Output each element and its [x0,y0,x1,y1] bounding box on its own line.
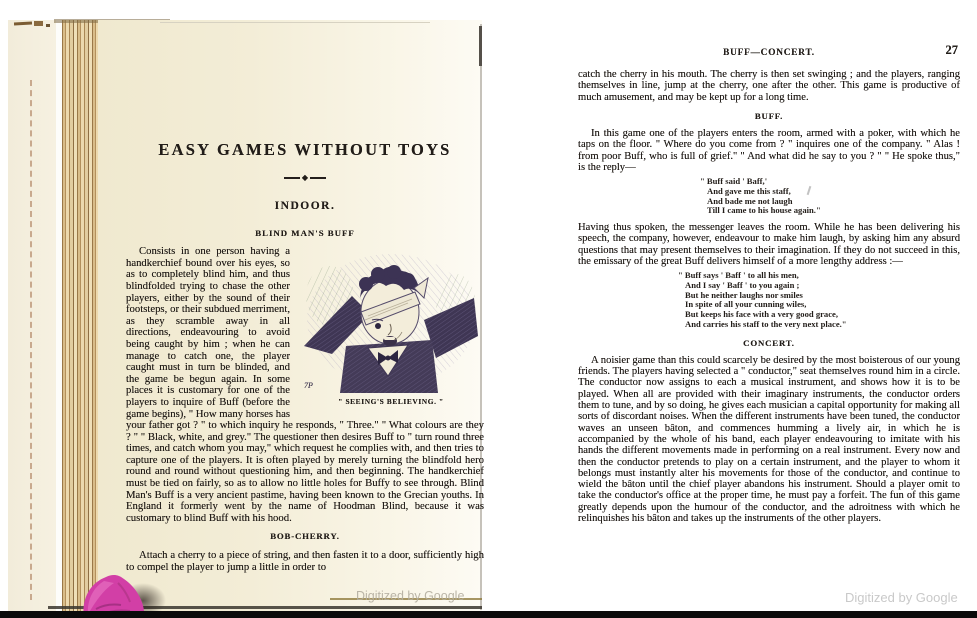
paragraph-text: Attach a cherry to a piece of string, and then fasten it to a door, sufficiently high to compel the player to jump a little in order to [126,549,484,573]
page-gutter-shadow [479,26,482,66]
page-edge-stripes [62,20,98,611]
title-ornament [126,174,484,182]
scan-artifact [34,21,43,26]
verse-line: " Buff said ' Baff,' [700,176,768,187]
illustration-caption: " SEEING'S BELIEVING. " [338,397,444,407]
book-title: EASY GAMES WITHOUT TOYS [158,140,452,159]
heading-bob-cherry: BOB-CHERRY. [270,531,340,542]
verse-buff-address [678,271,960,329]
paragraph-bob-cherry [126,550,484,573]
verse-line: And carries his staff to the very next place." [685,318,847,329]
verse-line: And bade me not laugh [707,195,793,206]
engraver-monogram: 7P [304,381,313,391]
paragraph-bob-cherry-continued: catch the cherry in his mouth. The cherry is then set swinging ; and the players, ranging themselves in line, jump at the cherry, one after the other. This game is productive of much amusement, and may be kept up for a long time. [578,69,960,103]
verse-line: " Buff says ' Baff ' to all his men, [678,270,799,281]
google-watermark-right: Digitized by Google [845,590,958,605]
left-page-content [126,140,484,573]
scan-artifact [46,24,50,27]
paragraph-buff-2: Having thus spoken, the messenger leaves the room. While he has been delivering his speech, the company, however, endeavour to make him laugh, by asking him any absurd questions that may present themselves to their imagination. If they do not succeed in this, the emissary of the great Buff delivers himself of a more lengthy address :— [578,222,960,268]
verse-buff-reply [700,177,960,216]
verse-line: And gave me this staff, [707,186,791,197]
cover-crease-line [30,80,32,600]
section-heading-indoor: INDOOR. [274,200,336,212]
ornament-rule [310,177,326,179]
verse-line: And I say ' Baff ' to you again ; [685,280,800,291]
heading-buff: BUFF. [754,110,784,121]
verse-line: Till I came to his house again." [707,205,821,216]
paragraph-text: In this game one of the players enters the room, armed with a poker, with which he taps on the floor. " Where do you come from ? " inquires one of the company. " Alas ! from poor Buff, who is full of grief." " And what did he say to you ? " " He spoke thus," is the reply— [578,128,960,174]
blindfolded-child-engraving [298,248,484,393]
left-page-margin [8,20,56,611]
running-header [578,43,960,63]
paragraph-text: A noisier game than this could scarcely be desired by the most boisterous of our young friends. The players having selected a " conductor," seat themselves round him in a circle. The conductor now assigns to each a musical instrument, and shows how it is to be played. When all are provided with their imaginary instruments, the conductor orders them to tune, and by so doing, he gives each musician a capital opportunity for making all sorts of discordant noises. When the different instruments have been tuned, the conductor waves an unseen bâton, and commences humming a lively air, in which he is accompanied by the whole of his band, each player endeavouring to imitate with his hands the different movements made in performing on a real instrument. Every now and then the conductor pretends to play on a certain instrument, and the player to whom it belongs must instantly alter his movements for those of the conductor, and continue to wield the bâton until the chief player abandons his instrument. Should a player omit to take the conductor's office at the proper time, he must pay a forfeit. The fun of this game greatly depends upon the humour of the conductor, and the adroitness with which he relinquishes his bâton and takes up the instruments of the other players. [578,354,960,525]
paragraph-blind-mans-buff [126,246,484,524]
ornament-diamond: ◆ [301,173,309,182]
google-watermark-left: Digitized by Google [356,589,465,603]
verse-line: But he neither laughs nor smiles [685,289,803,300]
verse-line: But keeps his face with a very good grace, [685,309,839,320]
paragraph-text: Consists in one person having a handkerchief bound over his eyes, so as to completely blind him, and thus blindfolded trying to chase the other players, either by the sound of their footsteps, or their subdued merriment, as they scramble away in all directions, endeavouring to avoid being caught by him ; when he can manage to catch one, the player caught must in turn be blinded, and the game be begun again. In some places it is customary for one of the players to inquire of Buff (before the game begins), " How many horses has your father got ? " to which inquiry he responds, " Three." " What colours are they ? " " Black, white, and grey." The questioner then desires Buff to " turn round three times, and catch whom you may," which request he complies with, and then tries to capture one of the players. It is often played by merely turning the blindfold hero round and round without questioning him, and then beginning. The handkerchief must be tied on fairly, so as to allow no little holes for Buffy to see through. Blind Man's Buff is a very ancient pastime, having been known to the Grecian youths. In England it formerly went by the name of Hoodman Blind, because it was customary to blind Buff with his hood. [126,245,484,524]
scan-bottom-black-bar [0,611,977,618]
ornament-rule [284,177,300,179]
running-header-title: BUFF—CONCERT. [723,48,815,58]
right-page-content [578,43,960,525]
paragraph-concert [578,355,960,524]
page-top-edge-line [160,22,430,23]
paragraph-buff-1 [578,128,960,173]
page-number: 27 [945,43,958,57]
heading-blind-mans-buff: BLIND MAN'S BUFF [255,227,355,238]
illustration-figure [298,248,484,408]
heading-concert: CONCERT. [743,337,795,348]
verse-line: In spite of all your cunning wiles, [685,299,807,310]
